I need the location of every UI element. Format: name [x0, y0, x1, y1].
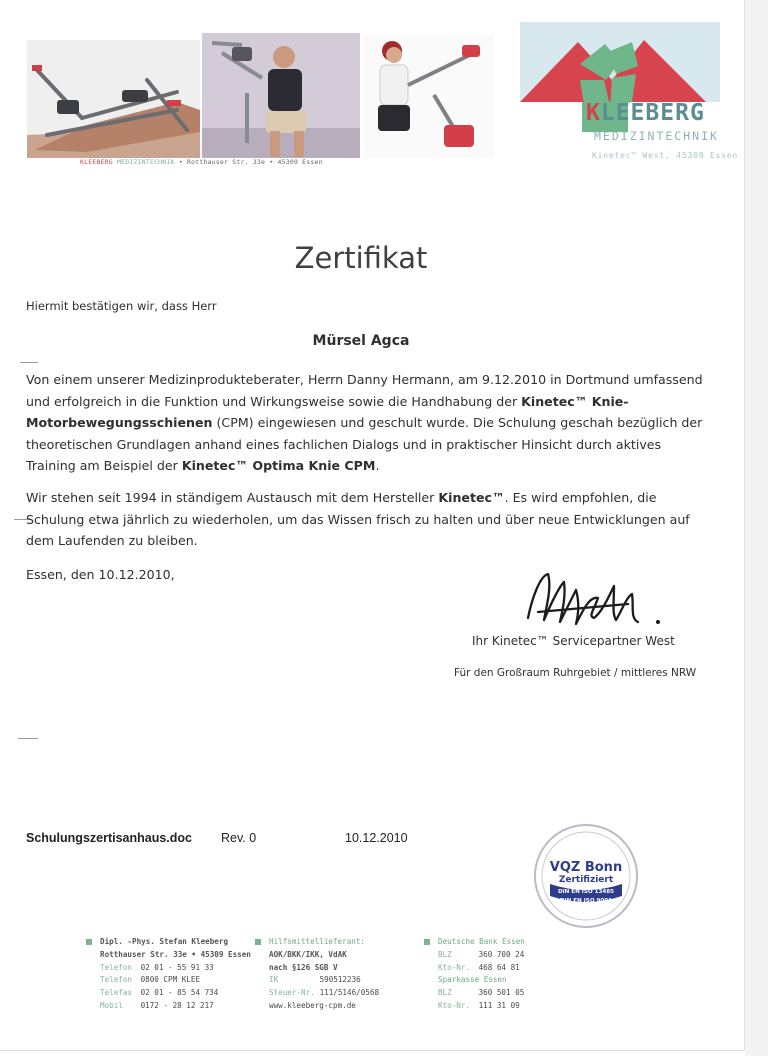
bullet-icon	[424, 939, 430, 945]
margin-mark	[18, 738, 38, 739]
document-revision: Rev. 0	[221, 831, 257, 845]
signatory-title: Ihr Kinetec™ Servicepartner West	[472, 634, 675, 648]
imprint-company: Dipl. -Phys. Stefan Kleeberg Rotthauser Str. 33e • 45309 Essen Telefon 02 01 - 55 91 33 Telefon 0800 CPM KLEE Telefax 02 01 - 85 54 734 Mobil 0172 - 28 12 217	[86, 936, 251, 1013]
seal-iso-13485: DIN EN ISO 13485	[557, 889, 615, 895]
document-filename: Schulungszertisanhaus.doc	[26, 831, 193, 845]
seal-title: VQZ Bonn	[549, 860, 623, 875]
certificate-paragraph-2: Wir stehen seit 1994 in ständigem Austausch mit dem Hersteller Kinetec™. Es wird empfohlen, die Schulung etwa jährlich zu wiederholen, um das Wissen frisch zu halten und über neue Entwicklungen auf dem Laufenden zu bleiben.	[26, 490, 690, 548]
arm-cpm-man-photo	[202, 33, 360, 158]
signatory-region: Für den Großraum Ruhrgebiet / mittleres NRW	[454, 667, 697, 679]
logo-subtitle: MEDIZINTECHNIK	[594, 129, 719, 143]
logo-location: Kinetec™ West, 45309 Essen	[592, 151, 739, 160]
seal-subtitle: Zertifiziert	[558, 875, 614, 885]
certificate-paragraph-1: Von einem unserer Medizinprodukteberater, Herrn Danny Hermann, am 9.12.2010 in Dortmund umfassend und erfolgreich in die Funktion und Wirkungsweise sowie die Handhabung der Kinetec™ Knie-Motorbewegungsschienen (CPM) eingewiesen und geschult wurde. Die Schulung geschah bezüglich der theoretischen Grundlagen anhand eines fachlichen Dialogs und in praktischer Hinsicht durch aktives Training am Beispiel der Kinetec™ Optima Knie CPM.	[26, 372, 703, 473]
imprint-banking: Deutsche Bank Essen BLZ 360 700 24 Kto-Nr. 468 64 81 Sparkasse Essen BLZ 360 501 05 Kto-Nr. 111 31 09	[424, 936, 525, 1013]
recipient-name: Mürsel Agca	[312, 333, 410, 349]
place-date: Essen, den 10.12.2010,	[26, 567, 175, 582]
bullet-icon	[255, 939, 261, 945]
kleeberg-logo	[520, 22, 720, 167]
vqz-certification-seal	[532, 822, 640, 930]
margin-mark	[20, 362, 38, 363]
header-caption: KLEEBERG MEDIZINTECHNIK • Rotthauser Str. 33e • 45309 Essen	[80, 158, 323, 166]
signature	[518, 568, 668, 632]
knee-cpm-device-photo	[27, 40, 200, 158]
scan-margin	[745, 0, 768, 1056]
certificate-title: Zertifikat	[294, 241, 428, 275]
certificate-intro: Hiermit bestätigen wir, dass Herr	[26, 299, 217, 313]
website-link[interactable]: www.kleeberg-cpm.de	[269, 1000, 356, 1010]
seal-iso-9001: DIN EN ISO 9001	[559, 898, 613, 904]
bullet-icon	[86, 939, 92, 945]
document-date: 10.12.2010	[345, 831, 408, 845]
shoulder-cpm-woman-photo	[364, 35, 494, 158]
logo-wordmark: KLEEBERG	[586, 100, 705, 126]
imprint-supplier: Hilfsmittellieferant: AOK/BKK/IKK, VdAK nach §126 SGB V IK 590512236 Steuer-Nr. 111/5146/0568 www.kleeberg-cpm.de	[255, 936, 379, 1013]
